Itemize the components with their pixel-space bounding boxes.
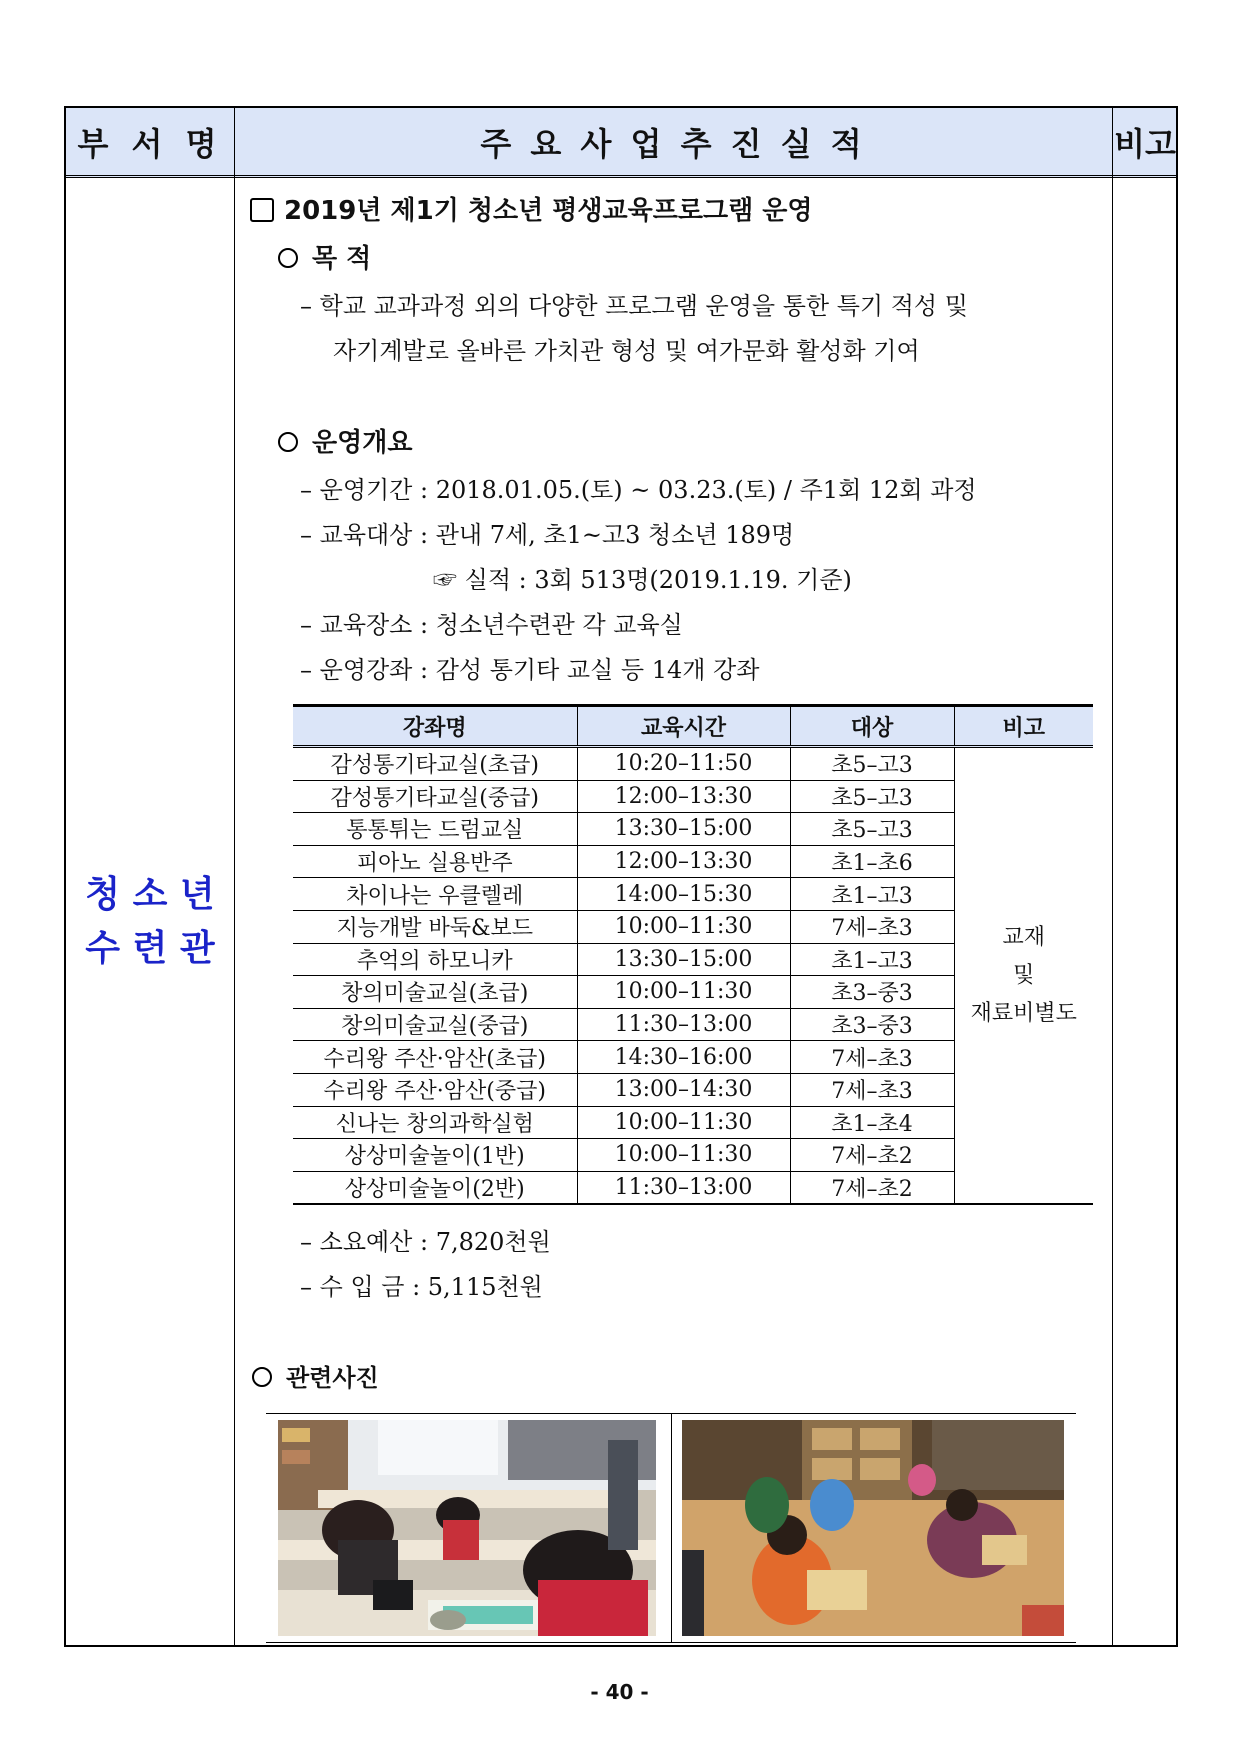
course-target: 초5–고3 (790, 813, 954, 846)
course-name: 상상미술놀이(1반) (293, 1139, 577, 1172)
department-line-1: 청 소 년 (85, 874, 215, 915)
circle-bullet-icon (278, 432, 298, 452)
course-time: 12:00–13:30 (577, 780, 790, 813)
course-name: 수리왕 주산·암산(중급) (293, 1073, 577, 1106)
course-time: 11:30–13:00 (577, 1171, 790, 1204)
course-name: 차이나는 우클렐레 (293, 878, 577, 911)
course-time: 14:00–15:30 (577, 878, 790, 911)
overview-period: – 운영기간 : 2018.01.05.(토) ~ 03.23.(토) / 주1회 12회 과정 (300, 476, 977, 504)
budget-line: – 소요예산 : 7,820천원 (300, 1228, 551, 1256)
circle-bullet-icon (252, 1367, 272, 1387)
overview-result: ☞ 실적 : 3회 513명(2019.1.19. 기준) (433, 566, 852, 594)
course-name: 추억의 하모니카 (293, 943, 577, 976)
main-header: 주 요 사 업 추 진 실 적 (480, 124, 866, 163)
course-time: 10:00–11:30 (577, 1139, 790, 1172)
classroom-photo-image (278, 1420, 656, 1636)
photo-divider (671, 1414, 672, 1642)
course-name: 창의미술교실(중급) (293, 1008, 577, 1041)
course-name: 통통튀는 드럼교실 (293, 813, 577, 846)
course-target: 초1–초6 (790, 845, 954, 878)
course-target: 7세–초3 (790, 910, 954, 943)
column-header-note: 비고 (954, 706, 1093, 747)
course-name: 지능개발 바둑&보드 (293, 910, 577, 943)
course-name: 피아노 실용반주 (293, 845, 577, 878)
course-name: 신나는 창의과학실험 (293, 1106, 577, 1139)
course-target: 초3–중3 (790, 1008, 954, 1041)
activity-photo-image (682, 1420, 1064, 1636)
purpose-heading: 목 적 (278, 238, 371, 275)
purpose-line-1: – 학교 교과과정 외의 다양한 프로그램 운영을 통한 특기 적성 및 (300, 292, 968, 320)
course-time: 10:00–11:30 (577, 1106, 790, 1139)
course-name: 수리왕 주산·암산(초급) (293, 1041, 577, 1074)
circle-bullet-icon (278, 248, 298, 268)
course-note (954, 747, 1093, 1205)
column-header-course: 강좌명 (293, 706, 577, 747)
course-target: 초3–중3 (790, 976, 954, 1009)
course-time: 14:30–16:00 (577, 1041, 790, 1074)
course-target: 초1–고3 (790, 943, 954, 976)
course-target: 초5–고3 (790, 747, 954, 781)
course-time: 10:00–11:30 (577, 976, 790, 1009)
course-time: 13:30–15:00 (577, 813, 790, 846)
overview-heading: 운영개요 (278, 422, 412, 459)
course-table-header (293, 706, 1093, 747)
course-name: 상상미술놀이(2반) (293, 1171, 577, 1204)
course-name: 창의미술교실(초급) (293, 976, 577, 1009)
checkbox-square-icon (250, 198, 274, 222)
department-name (66, 868, 234, 976)
column-header-time: 교육시간 (577, 706, 790, 747)
note-line-1: 교재 (1002, 924, 1045, 950)
course-target: 초1–초4 (790, 1106, 954, 1139)
column-divider (1112, 108, 1113, 1645)
note-header: 비고 (1114, 124, 1176, 163)
course-name: 감성통기타교실(중급) (293, 780, 577, 813)
course-target: 초1–고3 (790, 878, 954, 911)
course-target: 7세–초3 (790, 1041, 954, 1074)
income-line: – 수 입 금 : 5,115천원 (300, 1273, 543, 1301)
course-time: 13:00–14:30 (577, 1073, 790, 1106)
dept-header: 부 서 명 (77, 124, 223, 163)
course-time: 13:30–15:00 (577, 943, 790, 976)
column-header-target: 대상 (790, 706, 954, 747)
course-target: 7세–초2 (790, 1171, 954, 1204)
course-name: 감성통기타교실(초급) (293, 747, 577, 781)
course-target: 7세–초2 (790, 1139, 954, 1172)
course-target: 초5–고3 (790, 780, 954, 813)
course-time: 11:30–13:00 (577, 1008, 790, 1041)
page-number: - 40 - (590, 1680, 649, 1704)
purpose-line-2: 자기계발로 올바른 가치관 형성 및 여가문화 활성화 기여 (333, 337, 920, 365)
overview-target: – 교육대상 : 관내 7세, 초1~고3 청소년 189명 (300, 521, 795, 549)
note-line-3: 재료비별도 (970, 1000, 1077, 1026)
course-target: 7세–초3 (790, 1073, 954, 1106)
classroom-photo (278, 1420, 656, 1636)
course-time: 12:00–13:30 (577, 845, 790, 878)
photos-heading: 관련사진 (252, 1358, 379, 1393)
course-time: 10:20–11:50 (577, 747, 790, 781)
course-time: 10:00–11:30 (577, 910, 790, 943)
column-divider (234, 108, 235, 1645)
overview-courses: – 운영강좌 : 감성 통기타 교실 등 14개 강좌 (300, 656, 760, 684)
table-row (293, 747, 1093, 781)
course-table (293, 704, 1093, 1205)
section-title: 2019년 제1기 청소년 평생교육프로그램 운영 (250, 190, 813, 227)
note-line-2: 및 (1013, 962, 1035, 988)
activity-photo (682, 1420, 1064, 1636)
overview-place: – 교육장소 : 청소년수련관 각 교육실 (300, 611, 683, 639)
department-line-2: 수 련 관 (85, 928, 215, 969)
photo-row (266, 1413, 1076, 1643)
